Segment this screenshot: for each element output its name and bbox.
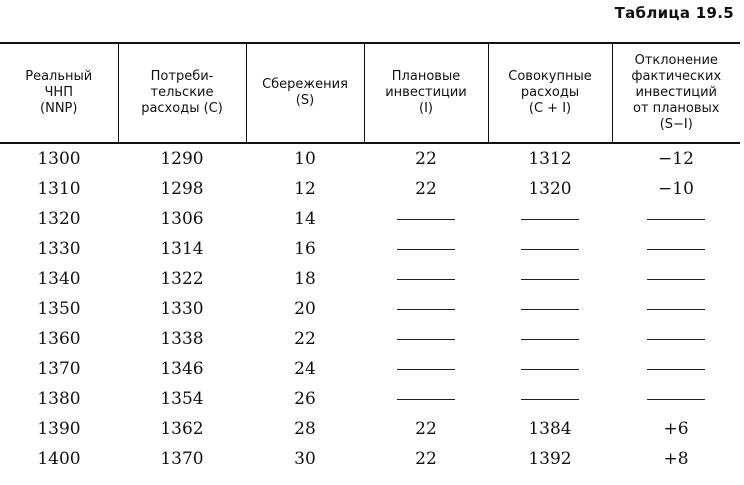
cell-savings: 22: [294, 329, 316, 349]
blank-line: [647, 369, 705, 370]
cell-nnp: 1380: [37, 389, 81, 409]
blank-line: [397, 369, 455, 370]
header-cell-investment-deviation: Отклонение фактических инвестиций от плановых (S−I): [612, 43, 740, 143]
cell-savings: 30: [294, 449, 316, 469]
cell-nnp: 1390: [37, 419, 81, 439]
blank-line: [647, 399, 705, 400]
cell-aggregate-expenditure: 1384: [528, 419, 572, 439]
blank-line: [521, 399, 579, 400]
table-body: [0, 143, 740, 474]
table-row: [0, 174, 740, 204]
cell-planned-investment: 22: [415, 419, 437, 439]
cell-nnp: 1330: [37, 239, 81, 259]
cell-aggregate-expenditure: [488, 384, 612, 414]
cell-consumption: 1330: [160, 299, 204, 319]
cell-savings: 14: [294, 209, 316, 229]
table-row: [0, 354, 740, 384]
cell-investment-deviation: +8: [663, 449, 689, 469]
blank-line: [521, 369, 579, 370]
table-row: [0, 264, 740, 294]
header-cell-aggregate-expenditure: Совокупные расходы (C + I): [488, 43, 612, 143]
cell-aggregate-expenditure: 1312: [528, 149, 572, 169]
blank-line: [397, 219, 455, 220]
cell-consumption: 1322: [160, 269, 204, 289]
cell-savings: 12: [294, 179, 316, 199]
cell-planned-investment: [364, 264, 488, 294]
cell-investment-deviation: [612, 324, 740, 354]
cell-consumption: 1338: [160, 329, 204, 349]
cell-investment-deviation: [612, 294, 740, 324]
header-cell-consumption: Потреби- тельские расходы (C): [118, 43, 246, 143]
blank-line: [521, 339, 579, 340]
blank-line: [397, 309, 455, 310]
cell-savings: 26: [294, 389, 316, 409]
header-cell-nnp: Реальный ЧНП (NNP): [0, 43, 118, 143]
cell-aggregate-expenditure: [488, 354, 612, 384]
cell-consumption: 1362: [160, 419, 204, 439]
cell-consumption: 1346: [160, 359, 204, 379]
cell-consumption: 1354: [160, 389, 204, 409]
cell-investment-deviation: [612, 354, 740, 384]
cell-savings: 18: [294, 269, 316, 289]
cell-consumption: 1298: [160, 179, 204, 199]
cell-investment-deviation: −12: [658, 149, 694, 169]
table-row: [0, 384, 740, 414]
cell-investment-deviation: +6: [663, 419, 689, 439]
cell-planned-investment: 22: [415, 449, 437, 469]
cell-aggregate-expenditure: [488, 324, 612, 354]
cell-planned-investment: [364, 324, 488, 354]
cell-savings: 10: [294, 149, 316, 169]
cell-savings: 20: [294, 299, 316, 319]
cell-consumption: 1370: [160, 449, 204, 469]
cell-nnp: 1400: [37, 449, 81, 469]
cell-planned-investment: [364, 294, 488, 324]
cell-aggregate-expenditure: [488, 264, 612, 294]
cell-investment-deviation: [612, 384, 740, 414]
cell-investment-deviation: [612, 234, 740, 264]
cell-nnp: 1350: [37, 299, 81, 319]
blank-line: [521, 279, 579, 280]
cell-savings: 28: [294, 419, 316, 439]
table-row: [0, 143, 740, 174]
table-caption: Таблица 19.5: [614, 4, 734, 22]
cell-consumption: 1290: [160, 149, 204, 169]
cell-aggregate-expenditure: 1392: [528, 449, 572, 469]
blank-line: [647, 249, 705, 250]
cell-nnp: 1300: [37, 149, 81, 169]
table-row: [0, 444, 740, 474]
cell-planned-investment: [364, 354, 488, 384]
cell-planned-investment: 22: [415, 149, 437, 169]
cell-planned-investment: [364, 204, 488, 234]
cell-nnp: 1340: [37, 269, 81, 289]
cell-planned-investment: 22: [415, 179, 437, 199]
blank-line: [397, 249, 455, 250]
table-row: [0, 204, 740, 234]
cell-investment-deviation: [612, 204, 740, 234]
cell-nnp: 1360: [37, 329, 81, 349]
header-row: [0, 43, 740, 143]
cell-savings: 24: [294, 359, 316, 379]
blank-line: [647, 219, 705, 220]
blank-line: [521, 249, 579, 250]
blank-line: [397, 339, 455, 340]
table-row: [0, 324, 740, 354]
cell-planned-investment: [364, 234, 488, 264]
blank-line: [521, 309, 579, 310]
cell-investment-deviation: −10: [658, 179, 694, 199]
blank-line: [647, 279, 705, 280]
header-cell-savings: Сбережения (S): [246, 43, 364, 143]
cell-investment-deviation: [612, 264, 740, 294]
header-cell-planned-investment: Плановые инвестиции (I): [364, 43, 488, 143]
cell-aggregate-expenditure: 1320: [528, 179, 572, 199]
cell-aggregate-expenditure: [488, 294, 612, 324]
blank-line: [521, 219, 579, 220]
cell-aggregate-expenditure: [488, 234, 612, 264]
data-table: [0, 42, 740, 474]
cell-nnp: 1320: [37, 209, 81, 229]
cell-nnp: 1370: [37, 359, 81, 379]
blank-line: [647, 309, 705, 310]
cell-planned-investment: [364, 384, 488, 414]
table-row: [0, 414, 740, 444]
cell-aggregate-expenditure: [488, 204, 612, 234]
blank-line: [647, 339, 705, 340]
blank-line: [397, 399, 455, 400]
table-row: [0, 294, 740, 324]
cell-savings: 16: [294, 239, 316, 259]
cell-nnp: 1310: [37, 179, 81, 199]
table-row: [0, 234, 740, 264]
cell-consumption: 1306: [160, 209, 204, 229]
blank-line: [397, 279, 455, 280]
cell-consumption: 1314: [160, 239, 204, 259]
